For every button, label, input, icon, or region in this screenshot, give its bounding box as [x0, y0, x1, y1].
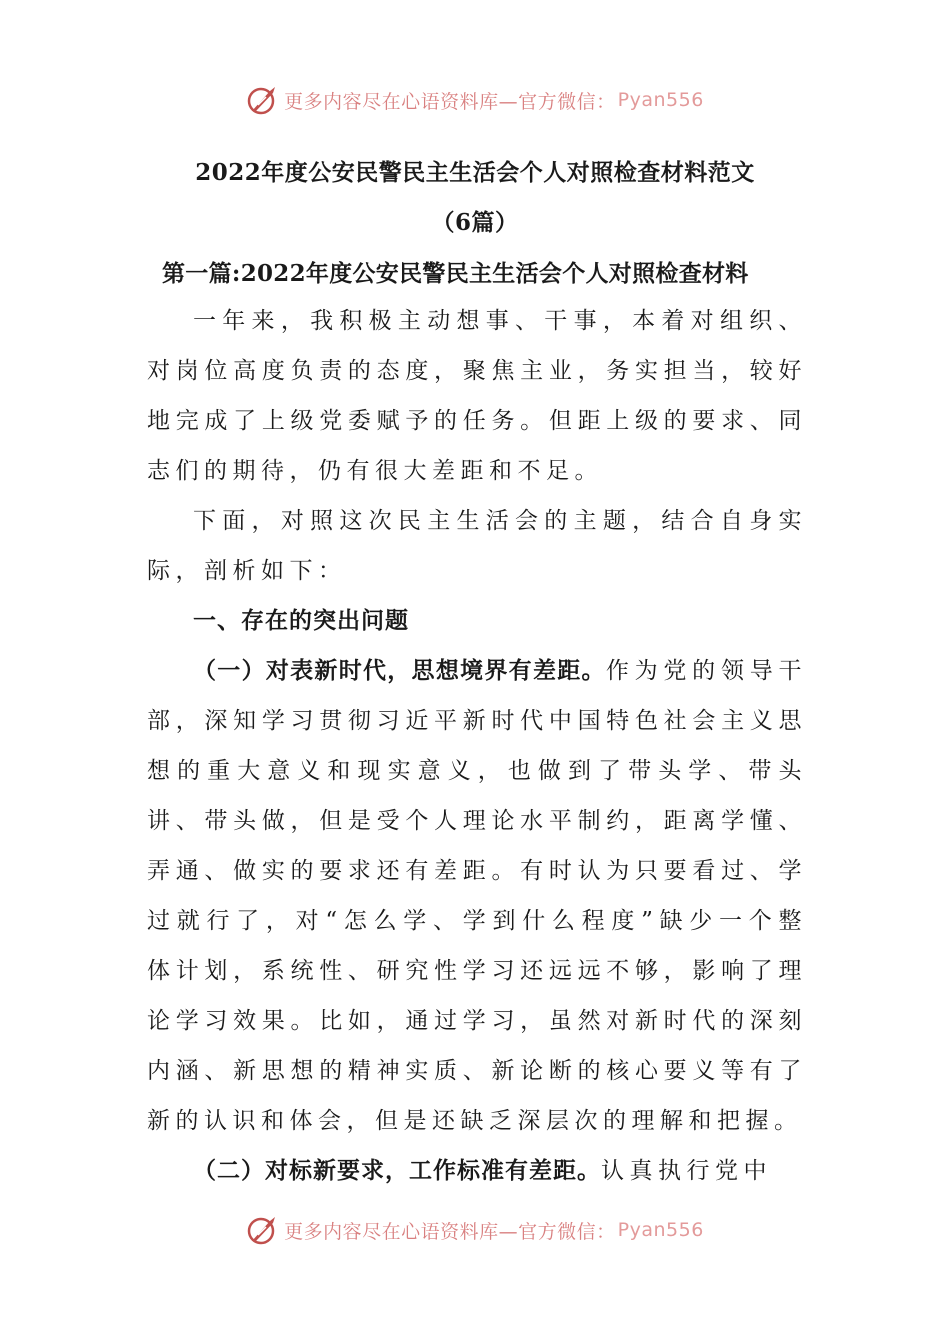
item-2-body: 认真执行党中 — [601, 1158, 772, 1184]
watermark-text: 更多内容尽在心语资料库—官方微信： — [284, 90, 616, 113]
paragraph-item-1 — [147, 646, 807, 1146]
item-2-lead: （二）对标新要求，工作标准有差距。 — [193, 1157, 601, 1184]
paragraph-analysis: 下面，对照这次民主生活会的主题，结合自身实际，剖析如下： — [147, 508, 807, 584]
watermark-wechat-id: Pyan556 — [617, 1219, 704, 1241]
watermark-bottom — [0, 1210, 950, 1250]
paragraph-item-2 — [147, 1146, 807, 1196]
paragraph-intro: 一年来，我积极主动想事、干事，本着对组织、对岗位高度负责的态度，聚焦主业，务实担当，较好地完成了上级党委赋予的任务。但距上级的要求、同志们的期待，仍有很大差距和不足。 — [147, 308, 807, 484]
quill-pen-icon — [246, 1213, 280, 1247]
watermark-wechat-id: Pyan556 — [617, 89, 704, 111]
item-1-body: 作为党的领导干部，深知学习贯彻习近平新时代中国特色社会主义思想的重大意义和现实意义，也做到了带头学、带头讲、带头做，但是受个人理论水平制约，距离学懂、弄通、做实的要求还有差距。有时认为只要看过、学过就行了，对“怎么学、学到什么程度”缺少一个整体计划，系统性、研究性学习还远远不够，影响了理论学习效果。比如，通过学习，虽然对新时代的深刻内涵、新思想的精神实质、新论断的核心要义等有了新的认识和体会，但是还缺乏深层次的理解和把握。 — [147, 658, 808, 1134]
watermark-top — [0, 80, 950, 120]
section-heading: 一、存在的突出问题 — [193, 607, 409, 634]
item-1-lead: （一）对表新时代，思想境界有差距。 — [193, 657, 606, 684]
document-title-count: （6篇） — [431, 209, 519, 236]
quill-pen-icon — [246, 83, 280, 117]
section-subtitle: 第一篇:2022年度公安民警民主生活会个人对照检查材料 — [162, 260, 749, 287]
document-body — [147, 296, 807, 1196]
watermark-text: 更多内容尽在心语资料库—官方微信： — [284, 1220, 616, 1243]
document-title: 2022年度公安民警民主生活会个人对照检查材料范文 — [195, 159, 755, 186]
